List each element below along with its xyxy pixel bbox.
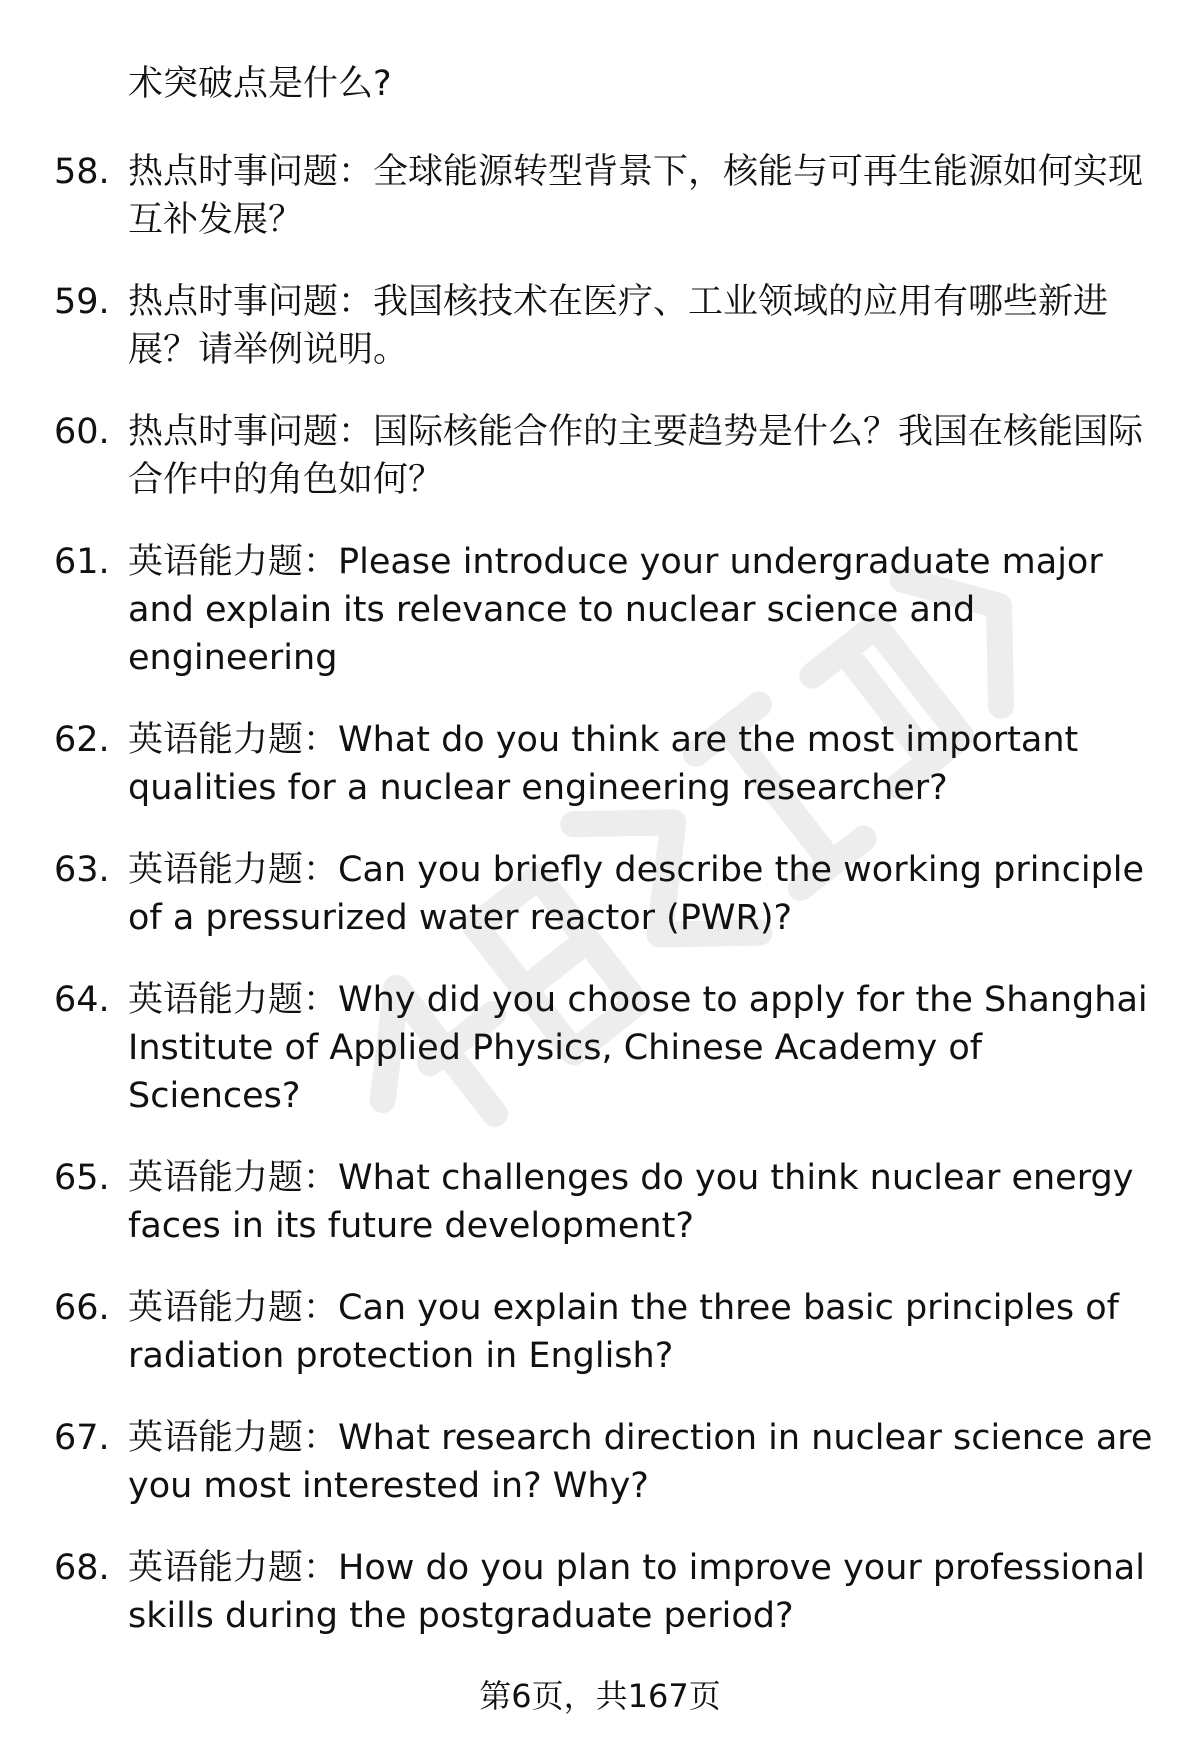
list-item (0, 716, 1200, 812)
list-item (0, 1284, 1200, 1380)
question-text: 英语能力题：How do you plan to improve your professional skills during the postgraduate period? (128, 1548, 1145, 1636)
question-number: 63. (54, 850, 110, 890)
list-item (0, 846, 1200, 942)
question-number: 68. (54, 1548, 110, 1588)
continued-question-text: 术突破点是什么? (128, 64, 392, 104)
question-number: 66. (54, 1288, 110, 1328)
question-text: 热点时事问题：全球能源转型背景下，核能与可再生能源如何实现互补发展？ (128, 152, 1144, 240)
list-item (0, 538, 1200, 682)
list-item (0, 1414, 1200, 1510)
question-number: 62. (54, 720, 110, 760)
question-list (0, 148, 1200, 1674)
question-text: 热点时事问题：我国核技术在医疗、工业领域的应用有哪些新进展？请举例说明。 (128, 282, 1109, 370)
question-text: 英语能力题：What research direction in nuclear science are you most interested in? Why? (128, 1418, 1153, 1506)
question-text: 英语能力题：Can you explain the three basic principles of radiation protection in English? (128, 1288, 1120, 1376)
question-number: 64. (54, 980, 110, 1020)
page-number-footer: 第6页，共167页 (479, 1677, 721, 1715)
question-number: 59. (54, 282, 110, 322)
question-number: 61. (54, 542, 110, 582)
question-text: 英语能力题：Why did you choose to apply for the Shanghai Institute of Applied Physics, Chinese Academy of Sciences? (128, 980, 1148, 1116)
list-item (0, 278, 1200, 374)
question-text: 英语能力题：What challenges do you think nuclear energy faces in its future development? (128, 1158, 1134, 1246)
question-text: 英语能力题：What do you think are the most important qualities for a nuclear engineering researcher? (128, 720, 1079, 808)
list-item (0, 1544, 1200, 1640)
question-number: 67. (54, 1418, 110, 1458)
list-item (0, 408, 1200, 504)
list-item (0, 976, 1200, 1120)
question-text: 英语能力题：Can you briefly describe the working principle of a pressurized water reactor (PWR)? (128, 850, 1145, 938)
question-number: 58. (54, 152, 110, 192)
question-number: 60. (54, 412, 110, 452)
list-item (0, 148, 1200, 244)
list-item (0, 1154, 1200, 1250)
question-text: 英语能力题：Please introduce your undergraduate major and explain its relevance to nuclear science and engineering (128, 542, 1103, 678)
question-text: 热点时事问题：国际核能合作的主要趋势是什么？我国在核能国际合作中的角色如何？ (128, 412, 1144, 500)
question-number: 65. (54, 1158, 110, 1198)
